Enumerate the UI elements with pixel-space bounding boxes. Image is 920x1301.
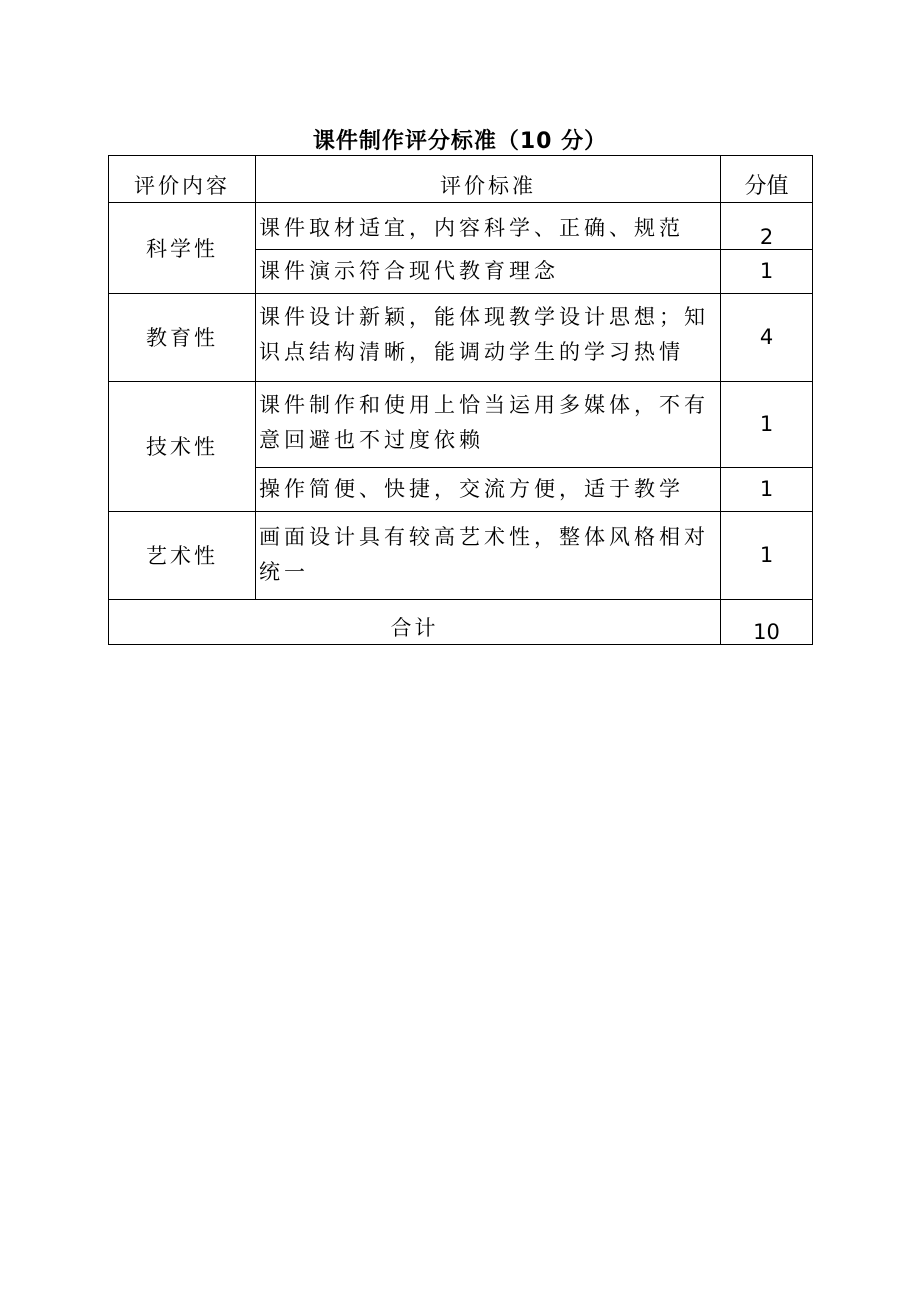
table-header-row [109,156,813,203]
table-row [109,293,813,381]
score-cell: 4 [721,293,813,381]
table-row [109,381,813,467]
criteria-cell: 操作简便、快捷，交流方便，适于教学 [256,467,721,511]
page-title: 课件制作评分标准（10 分） [312,129,608,154]
total-label: 合计 [109,599,721,644]
category-cell: 技术性 [109,381,256,511]
total-row [109,599,813,644]
score-cell: 1 [721,381,813,467]
header-score: 分值 [721,156,813,203]
score-cell: 1 [721,511,813,599]
table-row [109,203,813,250]
category-cell: 艺术性 [109,511,256,599]
header-category: 评价内容 [109,156,256,203]
criteria-cell [256,511,721,599]
category-cell: 教育性 [109,293,256,381]
score-cell: 1 [721,467,813,511]
criteria-text: 画面设计具有较高艺术性，整体风格相对统一 [259,524,709,585]
criteria-cell: 课件设计新颖，能体现教学设计思想；知识点结构清晰，能调动学生的学习热情 [256,293,721,381]
scoring-table [108,155,813,645]
table-row [109,511,813,599]
criteria-cell: 课件制作和使用上恰当运用多媒体，不有意回避也不过度依赖 [256,381,721,467]
criteria-cell: 课件演示符合现代教育理念 [256,249,721,293]
score-cell: 2 [721,203,813,250]
score-cell: 1 [721,249,813,293]
header-criteria: 评价标准 [256,156,721,203]
total-score: 10 [721,599,813,644]
criteria-cell: 课件取材适宜，内容科学、正确、规范 [256,203,721,250]
category-cell: 科学性 [109,203,256,294]
